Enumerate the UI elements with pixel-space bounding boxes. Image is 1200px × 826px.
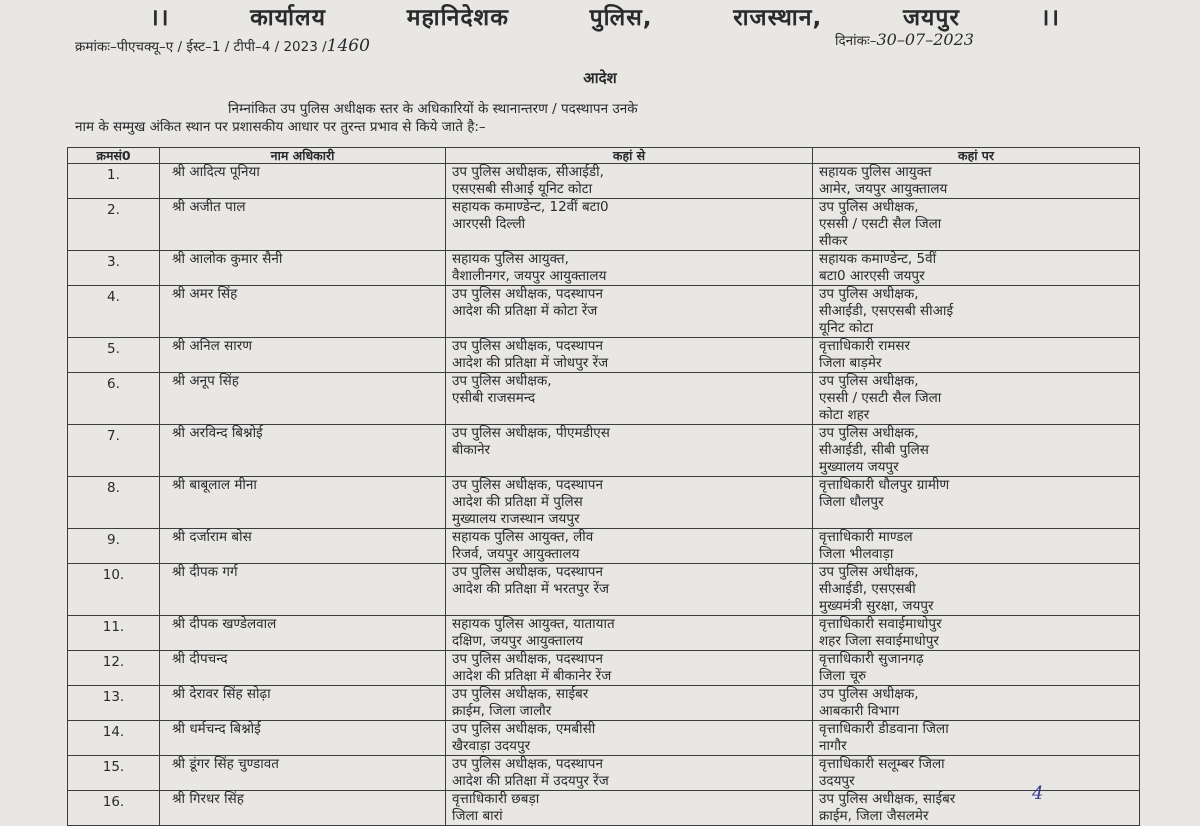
to-line: मुख्यमंत्री सुरक्षा, जयपुर [819,598,934,614]
to-line: जिला धौलपुर [819,494,884,510]
to-cell [813,721,1140,756]
from-cell [446,373,813,425]
to-cell [813,651,1140,686]
from-line: उप पुलिस अधीक्षक, पदस्थापन [452,564,603,580]
to-line: सीआईडी, सीबी पुलिस [819,442,929,458]
serial-cell: 12. [68,651,160,686]
serial-cell: 7. [68,425,160,477]
table-header-row [68,148,1140,164]
from-line: उप पुलिस अधीक्षक, पदस्थापन [452,756,603,772]
table-row [68,199,1140,251]
table-row [68,791,1140,826]
to-line: सीआईडी, एसएसबी [819,581,916,597]
from-line: उप पुलिस अधीक्षक, एमबीसी [452,721,596,737]
to-line: जिला बाड़मेर [819,355,882,371]
to-line: मुख्यालय जयपुर [819,459,899,475]
to-line: जिला भीलवाड़ा [819,546,894,562]
serial-cell: 15. [68,756,160,791]
from-cell [446,791,813,826]
heading-word: महानिदेशक [406,5,509,31]
to-line: जिला चूरु [819,668,867,684]
officer-name-cell: श्री धर्मचन्द बिश्नोई [160,721,446,756]
date-value: 30–07–2023 [876,30,974,49]
from-cell [446,721,813,756]
to-line: उप पुलिस अधीक्षक, [819,425,919,441]
from-cell [446,686,813,721]
from-cell [446,756,813,791]
serial-cell: 4. [68,286,160,338]
heading-mark-left: ।। [150,5,170,31]
officer-name-cell: श्री देरावर सिंह सोढ़ा [160,686,446,721]
serial-cell: 13. [68,686,160,721]
to-line: सीआईडी, एसएसबी सीआई [819,303,954,319]
from-line: उप पुलिस अधीक्षक, [452,373,552,389]
from-line: सहायक पुलिस आयुक्त, लीव [452,529,594,545]
to-cell [813,251,1140,286]
serial-cell: 2. [68,199,160,251]
to-line: बटा0 आरएसी जयपुर [819,268,925,284]
from-cell [446,616,813,651]
table-row [68,616,1140,651]
to-line: वृत्ताधिकारी धौलपुर ग्रामीण [819,477,950,493]
table-row [68,286,1140,338]
table-row [68,164,1140,199]
from-line: सहायक पुलिस आयुक्त, [452,251,569,267]
to-line: वृत्ताधिकारी माण्डल [819,529,913,545]
from-line: उप पुलिस अधीक्षक, पदस्थापन [452,477,603,493]
to-line: आबकारी विभाग [819,703,900,719]
to-cell [813,425,1140,477]
to-line: उप पुलिस अधीक्षक, [819,564,919,580]
to-line: उप पुलिस अधीक्षक, [819,286,919,302]
officer-name-cell: श्री अमर सिंह [160,286,446,338]
to-line: वृत्ताधिकारी सुजानगढ़ [819,651,924,667]
from-line: उप पुलिस अधीक्षक, सीआईडी, [452,164,604,180]
to-line: शहर जिला सवाईमाधोपुर [819,633,939,649]
to-line: एससी / एसटी सैल जिला [819,390,942,406]
officer-name-cell: श्री अरविन्द बिश्नोई [160,425,446,477]
from-line: जिला बारां [452,808,503,824]
to-line: उदयपुर [819,773,855,789]
table-row [68,425,1140,477]
table-row [68,721,1140,756]
from-line: उप पुलिस अधीक्षक, पीएमडीएस [452,425,610,441]
to-cell [813,477,1140,529]
serial-cell: 11. [68,616,160,651]
to-line: उप पुलिस अधीक्षक, [819,199,919,215]
from-cell [446,164,813,199]
table-row [68,756,1140,791]
to-line: नागौर [819,738,847,754]
to-line: यूनिट कोटा [819,320,874,336]
officer-name-cell: श्री गिरधर सिंह [160,791,446,826]
to-line: सहायक कमाण्डेन्ट, 5वीं [819,251,937,267]
to-line: सहायक पुलिस आयुक्त [819,164,932,180]
to-cell [813,756,1140,791]
officer-name-cell: श्री अनूप सिंह [160,373,446,425]
heading-word: राजस्थान, [733,5,823,31]
officer-name-cell: श्री दर्जाराम बोस [160,529,446,564]
order-date [835,30,974,49]
officer-name-cell: श्री बाबूलाल मीना [160,477,446,529]
from-line: वैशालीनगर, जयपुर आयुक्तालय [452,268,607,284]
officer-name-cell: श्री दीपक खण्डेलवाल [160,616,446,651]
serial-cell: 6. [68,373,160,425]
from-line: उप पुलिस अधीक्षक, पदस्थापन [452,286,603,302]
from-line: उप पुलिस अधीक्षक, पदस्थापन [452,651,603,667]
from-line: उप पुलिस अधीक्षक, पदस्थापन [452,338,603,354]
from-cell [446,477,813,529]
table-row [68,373,1140,425]
to-cell [813,791,1140,826]
to-line: उप पुलिस अधीक्षक, [819,686,919,702]
serial-cell: 10. [68,564,160,616]
order-title: आदेश [583,69,617,87]
officer-name-cell: श्री दीपचन्द [160,651,446,686]
table-row [68,477,1140,529]
from-line: बीकानेर [452,442,491,458]
heading-word: जयपुर [902,5,960,31]
serial-cell: 16. [68,791,160,826]
intro-line-1: निम्नांकित उप पुलिस अधीक्षक स्तर के अधिकारियों के स्थानान्तरण / पदस्थापन उनके [228,101,638,117]
to-cell [813,338,1140,373]
serial-cell: 9. [68,529,160,564]
to-cell [813,164,1140,199]
to-line: उप पुलिस अधीक्षक, [819,373,919,389]
officer-name-cell: श्री आलोक कुमार सैनी [160,251,446,286]
serial-cell: 14. [68,721,160,756]
table-row [68,529,1140,564]
to-line: वृत्ताधिकारी रामसर [819,338,911,354]
to-line: क्राईम, जिला जैसलमेर [819,808,929,824]
date-label: दिनांकः– [835,33,877,49]
to-cell [813,199,1140,251]
header-to: कहां पर [813,148,1140,164]
to-line: वृत्ताधिकारी डीडवाना जिला [819,721,949,737]
table-row [68,651,1140,686]
from-line: खैरवाड़ा उदयपुर [452,738,531,754]
from-cell [446,564,813,616]
heading-mark-right: ।। [1040,5,1060,31]
serial-cell: 1. [68,164,160,199]
to-cell [813,286,1140,338]
header-from: कहां से [446,148,813,164]
from-cell [446,286,813,338]
pen-mark: 4 [1032,783,1044,804]
to-line: कोटा शहर [819,407,870,423]
from-cell [446,199,813,251]
transfer-table [67,147,1140,826]
from-line: आदेश की प्रतिक्षा में कोटा रेंज [452,303,598,319]
officer-name-cell: श्री अनिल सारण [160,338,446,373]
from-cell [446,529,813,564]
from-line: सहायक पुलिस आयुक्त, यातायात [452,616,615,632]
office-heading [150,0,1060,32]
from-line: एसीबी राजसमन्द [452,390,536,406]
heading-word: कार्यालय [250,5,326,31]
from-cell [446,338,813,373]
to-cell [813,373,1140,425]
serial-cell: 8. [68,477,160,529]
table-row [68,564,1140,616]
from-line: आरएसी दिल्ली [452,216,526,232]
from-line: आदेश की प्रतिक्षा में जोधपुर रेंज [452,355,609,371]
intro-line-2: नाम के सम्मुख अंकित स्थान पर प्रशासकीय आधार पर तुरन्त प्रभाव से किये जाते है:– [75,119,486,135]
from-line: आदेश की प्रतिक्षा में पुलिस [452,494,583,510]
from-cell [446,251,813,286]
heading-word: पुलिस, [589,5,653,31]
from-line: क्राईम, जिला जालौर [452,703,552,719]
reference-label: क्रमांकः–पीएचक्यू–ए / ईस्ट–1 / टीपी–4 / 2023 / [75,39,327,55]
to-line: सीकर [819,233,848,249]
from-line: आदेश की प्रतिक्षा में भरतपुर रेंज [452,581,610,597]
table-row [68,686,1140,721]
officer-name-cell: श्री डूंगर सिंह चुण्डावत [160,756,446,791]
from-line: दक्षिण, जयपुर आयुक्तालय [452,633,584,649]
table-row [68,338,1140,373]
header-serial: क्रमसं0 [68,148,160,164]
reference-number [75,36,370,56]
reference-handwritten-number: 1460 [326,36,370,56]
to-line: आमेर, जयपुर आयुक्तालय [819,181,948,197]
to-cell [813,686,1140,721]
from-line: वृत्ताधिकारी छबड़ा [452,791,540,807]
officer-name-cell: श्री दीपक गर्ग [160,564,446,616]
from-line: आदेश की प्रतिक्षा में बीकानेर रेंज [452,668,612,684]
from-line: उप पुलिस अधीक्षक, साईबर [452,686,589,702]
from-cell [446,651,813,686]
from-line: एसएसबी सीआई यूनिट कोटा [452,181,593,197]
serial-cell: 3. [68,251,160,286]
to-line: वृत्ताधिकारी सवाईमाधोपुर [819,616,942,632]
header-officer-name: नाम अधिकारी [160,148,446,164]
from-cell [446,425,813,477]
table-row [68,251,1140,286]
to-cell [813,616,1140,651]
officer-name-cell: श्री आदित्य पूनिया [160,164,446,199]
to-line: उप पुलिस अधीक्षक, साईबर [819,791,956,807]
officer-name-cell: श्री अजीत पाल [160,199,446,251]
to-line: एससी / एसटी सैल जिला [819,216,942,232]
from-line: सहायक कमाण्डेन्ट, 12वीं बटा0 [452,199,609,215]
to-line: वृत्ताधिकारी सलूम्बर जिला [819,756,945,772]
serial-cell: 5. [68,338,160,373]
to-cell [813,564,1140,616]
to-cell [813,529,1140,564]
from-line: आदेश की प्रतिक्षा में उदयपुर रेंज [452,773,609,789]
from-line: रिजर्व, जयपुर आयुक्तालय [452,546,580,562]
from-line: मुख्यालय राजस्थान जयपुर [452,511,580,527]
